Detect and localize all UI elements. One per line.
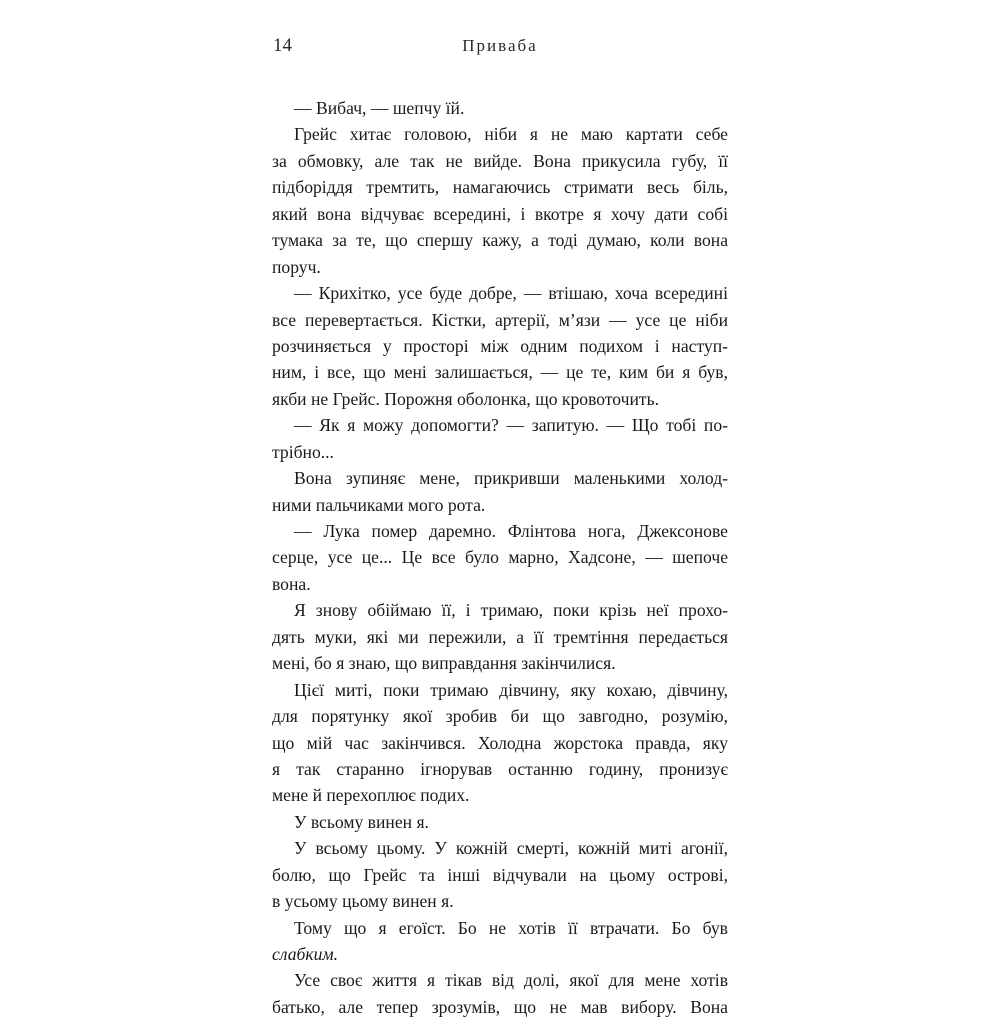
text-line: ними пальчиками мого рота.: [272, 494, 486, 515]
text-line: вона.: [272, 573, 311, 594]
text-line: — Як я можу допомогти? — запитую. — Що тобі по-: [294, 415, 728, 436]
text-line: Цієї миті, поки тримаю дівчину, яку кохаю, дівчину,: [294, 679, 728, 700]
text-line: поруч.: [272, 256, 321, 277]
text-line: я так старанно ігнорував останню годину, пронизує: [272, 758, 728, 779]
text-line: підборіддя тремтить, намагаючись стримати весь біль,: [272, 177, 728, 198]
body-text: [272, 95, 728, 1020]
text-line: — Вибач, — шепчу їй.: [294, 98, 465, 118]
text-line: мені, бо я знаю, що виправдання закінчилися.: [272, 653, 616, 674]
text-line: — Лука помер даремно. Флінтова нога, Джексонове: [294, 521, 728, 541]
text-line: що мій час закінчився. Холодна жорстока правда, яку: [272, 732, 728, 753]
text-line: все перевертається. Кістки, артерії, м’язи — усе це ніби: [272, 309, 728, 330]
text-line: — Крихітко, усе буде добре, — втішаю, хоча всередині: [294, 283, 728, 304]
text-line: Я знову обіймаю її, і тримаю, поки крізь неї прохо-: [294, 600, 728, 621]
text-line: Вона зупиняє мене, прикривши маленькими холод-: [294, 468, 728, 489]
text-line: У всьому винен я.: [294, 811, 429, 832]
text-line: трібно...: [272, 441, 334, 462]
text-line: який вона відчуває всередині, і вкотре я хочу дати собі: [272, 203, 728, 224]
running-title: Приваба: [462, 36, 538, 55]
text-line: Тому що я егоїст. Бо не хотів її втрачати. Бо був: [294, 917, 728, 938]
text-line: якби не Грейс. Порожня оболонка, що кровоточить.: [272, 388, 660, 409]
text-line: серце, усе це... Це все було марно, Хадсоне, — шепоче: [272, 547, 728, 568]
text-line: ним, і все, що мені залишається, — це те, ким би я був,: [272, 362, 728, 383]
text-line: в усьому цьому винен я.: [272, 891, 454, 912]
text-line: У всьому цьому. У кожній смерті, кожній миті агонії,: [294, 838, 728, 859]
text-line: тумака за те, що спершу кажу, а тоді думаю, коли вона: [272, 230, 728, 251]
text-line: мене й перехоплює подих.: [272, 785, 470, 806]
text-line: за обмовку, але так не вийде. Вона прикусила губу, її: [272, 150, 728, 171]
text-line: батько, але тепер зрозумів, що не мав вибору. Вона: [272, 996, 728, 1017]
text-line: болю, що Грейс та інші відчували на цьому острові,: [272, 864, 728, 885]
text-line: для порятунку якої зробив би що завгодно, розумію,: [272, 706, 728, 727]
text-line: Грейс хитає головою, ніби я не маю картати себе: [294, 124, 728, 145]
text-line: Усе своє життя я тікав від долі, якої для мене хотів: [294, 970, 728, 991]
page-number: 14: [273, 35, 292, 56]
text-line: дять муки, які ми пережили, а її тремтіння передається: [272, 626, 728, 647]
text-line: розчиняється у просторі між одним подихом і наступ-: [272, 335, 728, 356]
text-line: слабким.: [272, 944, 338, 964]
